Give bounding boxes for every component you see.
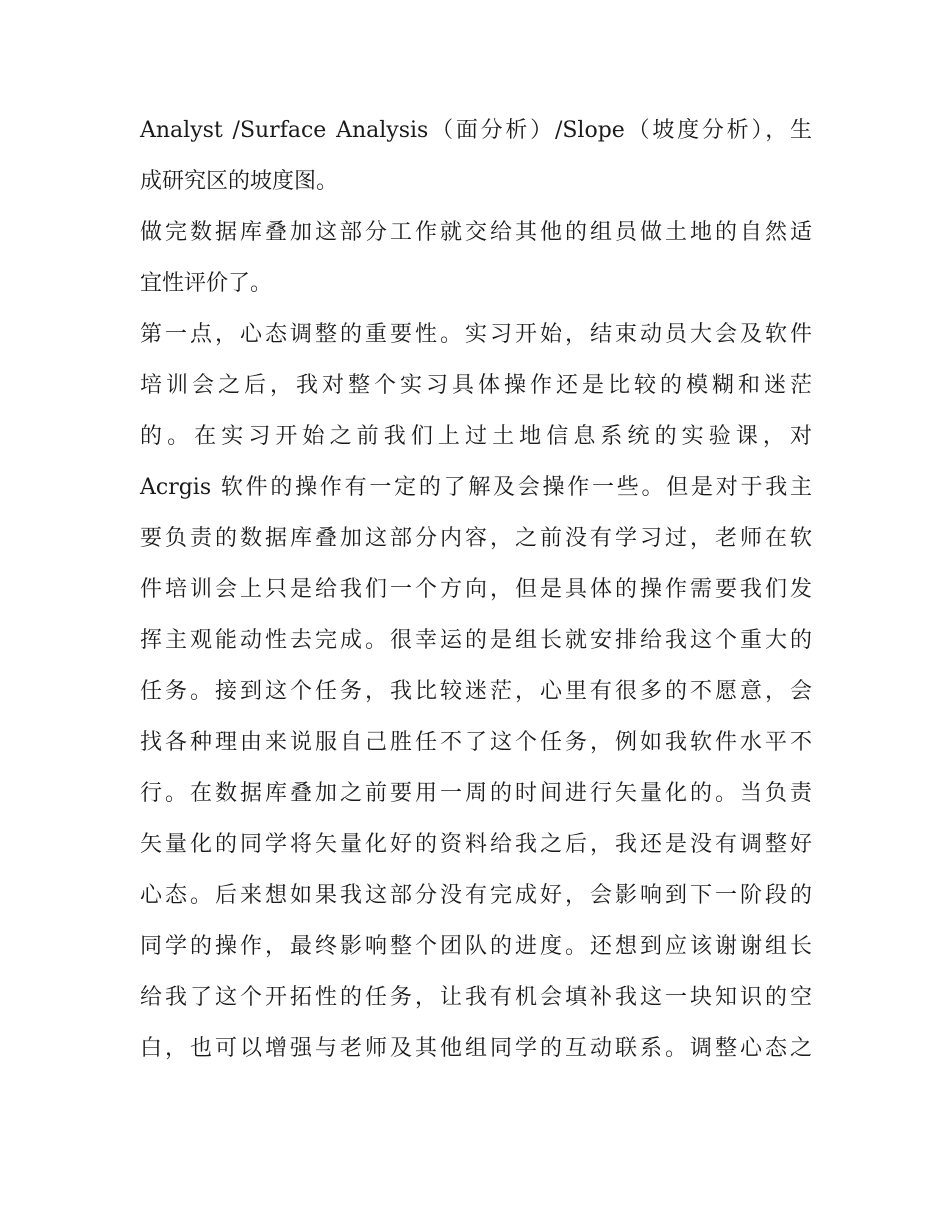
text-line: 的。在实习开始之前我们上过土地信息系统的实验课，对 [140,424,812,449]
paragraph-slope-analysis [140,105,812,207]
paragraph-handover [140,207,812,309]
text-line: 同学的操作，最终影响整个团队的进度。还想到应该谢谢组长 [140,934,812,959]
text-line: 培训会之后，我对整个实习具体操作还是比较的模糊和迷茫 [140,373,812,398]
text-line: 件培训会上只是给我们一个方向，但是具体的操作需要我们发 [140,577,812,602]
text-line: 白，也可以增强与老师及其他组同学的互动联系。调整心态之 [140,1036,812,1061]
text-line: 做完数据库叠加这部分工作就交给其他的组员做土地的自然适 [140,220,812,245]
text-line: 任务。接到这个任务，我比较迷茫，心里有很多的不愿意，会 [140,679,812,704]
text-line: 行。在数据库叠加之前要用一周的时间进行矢量化的。当负责 [140,781,812,806]
text-line: 给我了这个开拓性的任务，让我有机会填补我这一块知识的空 [140,985,812,1010]
text-line: 宜性评价了。 [140,271,273,296]
text-line: 成研究区的坡度图。 [140,169,339,194]
text-line: Analyst /Surface Analysis（面分析）/Slope（坡度分析），生 [140,118,812,143]
text-line: 要负责的数据库叠加这部分内容，之前没有学习过，老师在软 [140,526,812,551]
text-line: 第一点，心态调整的重要性。实习开始，结束动员大会及软件 [140,322,812,347]
text-line: 找各种理由来说服自己胜任不了这个任务，例如我软件水平不 [140,730,812,755]
text-line: 心态。后来想如果我这部分没有完成好，会影响到下一阶段的 [140,883,812,908]
paragraph-mindset [140,309,812,1074]
body-text [140,105,812,1074]
text-line: 矢量化的同学将矢量化好的资料给我之后，我还是没有调整好 [140,832,812,857]
text-line: 挥主观能动性去完成。很幸运的是组长就安排给我这个重大的 [140,628,812,653]
text-line: Acrgis 软件的操作有一定的了解及会操作一些。但是对于我主 [140,475,812,500]
